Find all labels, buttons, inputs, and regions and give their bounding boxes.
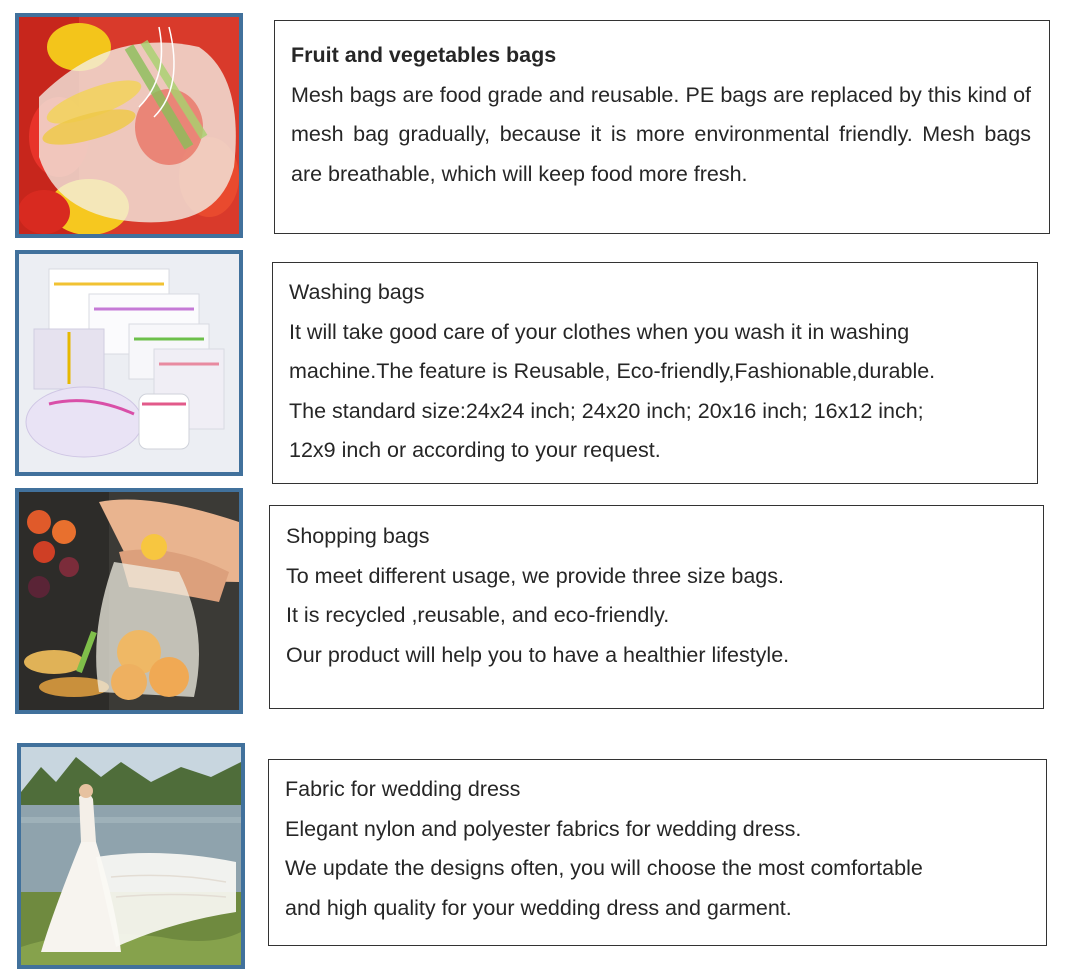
fruit-vegetable-bags-photo [15,13,243,238]
section-line: The standard size:24x24 inch; 24x20 inch; 20x16 inch; 16x12 inch; [289,398,924,423]
washing-bags-photo [15,250,243,476]
section-line: We update the designs often, you will choose the most comfortable [285,856,923,880]
shopping-bags-card [269,505,1044,709]
fruit-vegetable-bags-card [274,20,1050,234]
section-title: Shopping bags [286,524,430,548]
section-line: To meet different usage, we provide three size bags. [286,563,784,588]
section-line: Elegant nylon and polyester fabrics for wedding dress. [285,816,802,841]
section-line: It is recycled ,reusable, and eco-friendly. [286,603,670,627]
section-line: 12x9 inch or according to your request. [289,438,661,462]
section-line: Our product will help you to have a healthier lifestyle. [286,642,790,667]
section-line: It will take good care of your clothes when you wash it in washing [289,319,910,344]
section-title: Fabric for wedding dress [285,777,521,801]
wedding-dress-fabric-card [268,759,1047,946]
section-title: Washing bags [289,280,425,304]
section-body: Mesh bags are food grade and reusable. PE bags are replaced by this kind of mesh bag gradually, because it is more environmental friendly. Mesh bags are breathable, which will keep food more fresh. [291,82,1031,186]
washing-bags-card [272,262,1038,484]
section-line: and high quality for your wedding dress and garment. [285,895,792,920]
shopping-bags-photo [15,488,243,714]
section-title: Fruit and vegetables bags [291,43,557,67]
section-line: machine.The feature is Reusable, Eco-friendly,Fashionable,durable. [289,359,936,383]
wedding-dress-photo [17,743,245,969]
